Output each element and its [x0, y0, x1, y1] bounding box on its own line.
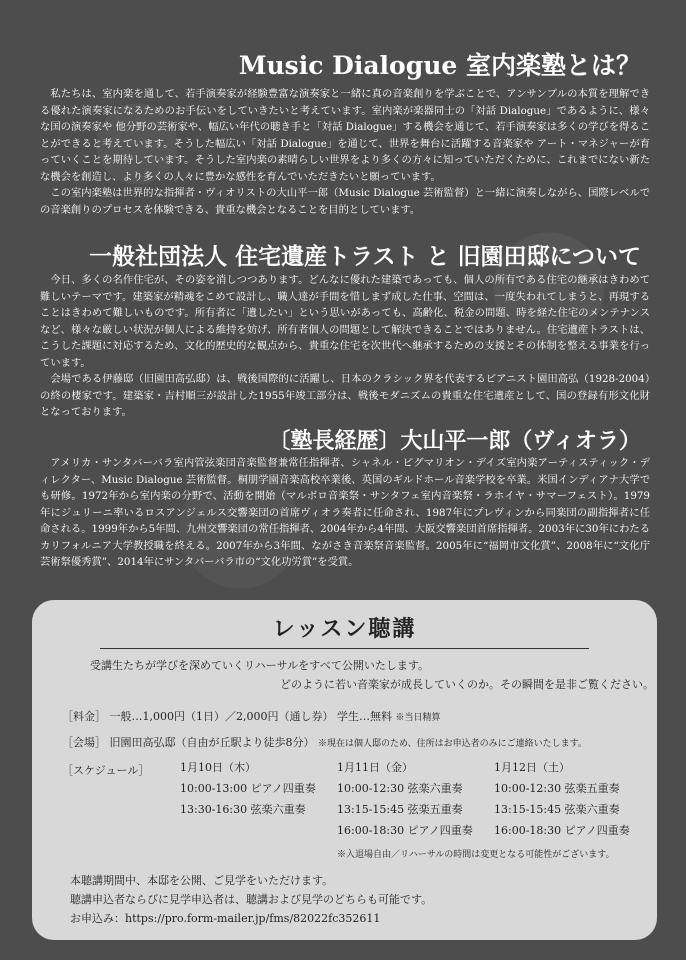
schedule-date: 1月10日（木） — [180, 761, 256, 774]
lesson-title: レッスン聴講 — [272, 616, 417, 642]
schedule-item: 10:00-12:30 弦楽五重奏 — [494, 782, 620, 795]
section-title-biography: 〔塾長経歴〕大山平一郎（ヴィオラ） — [268, 428, 641, 454]
paragraph: この室内楽塾は世界的な指揮者・ヴィオリストの大山平一郎（Music Dialogue 芸術監督）と一緒に演奏しながら、国際レベルでの音楽創りのプロセスを体験できる、貴重な機会となることを目的としています。 — [40, 187, 650, 216]
paragraph: 会場である伊藤邸（旧園田高弘邸）は、戦後国際的に活躍し、日本のクラシック界を代表するピアニスト園田高弘（1928-2004）の終の棲家です。建築家・吉村順三が設計した1955年竣工部分は、戦後モダニズムの貴重な住宅遺産として、国の登録有形文化財となっております。 — [40, 373, 650, 418]
venue-text: 旧園田高弘邸（自由が丘駅より徒歩8分） — [109, 736, 315, 749]
schedule-item: 10:00-13:00 ピアノ四重奏 — [180, 782, 316, 795]
footer-line2: 聴講申込者ならびに見学申込者は、聴講および見学のどちらも可能です。 — [70, 893, 433, 906]
venue-row — [62, 734, 587, 750]
fee-note: ※当日精算 — [395, 713, 441, 723]
schedule-date: 1月12日（土） — [494, 761, 570, 774]
schedule-note: ※入退場自由／リハーサルの時間は変更となる可能性がございます。 — [337, 850, 615, 860]
section-body-biography — [40, 455, 650, 571]
section-title-music-dialogue: Music Dialogue 室内楽塾とは？ — [238, 51, 641, 80]
lesson-intro-line2: どのように若い音楽家が成長していくのか。その瞬間を是非ご覧ください。 — [280, 678, 654, 691]
schedule-item: 13:30-16:30 弦楽六重奏 — [180, 803, 306, 816]
section-body-trust — [40, 272, 650, 421]
venue-label: ［会場］ — [62, 736, 106, 749]
lesson-intro-line1: 受講生たちが学びを深めていくリハーサルをすべて公開いたします。 — [90, 659, 430, 672]
schedule-item: 10:00-12:30 弦楽六重奏 — [337, 782, 463, 795]
lesson-panel — [32, 600, 657, 940]
fee-label: ［料金］ — [62, 710, 106, 723]
fee-row — [62, 708, 441, 724]
section-body-music-dialogue — [40, 86, 650, 218]
schedule-day — [337, 757, 473, 841]
fee-text: 一般…1,000円（1日）／2,000円（通し券） 学生…無料 — [109, 710, 392, 723]
schedule-label: ［スケジュール］ — [62, 764, 150, 777]
paragraph: 私たちは、室内楽を通して、若手演奏家が経験豊富な演奏家と一緒に真の音楽創りを学ぶことで、アンサンブルの本質を理解できる優れた演奏家になるためのお手伝いをしていきたいと考えています。室内楽が楽器同士の「対話 Dialogue」であるように、様々な国の演奏家や 他分野の芸術家や、幅広い年代の聴き手と「対話 Dialogue」する機会を通じて、若手演奏家は多くの学びを得ることができると考えています。そうした幅広い「対話 Dialogue」を通じて、世界を舞台に活躍する音楽家や アート・マネジャーが育っていくことを期待しています。そうした室内楽の素晴らしい世界をより多くの方々に知っていただくために、これまでにない新たな機会を創造し、より多くの人々に豊かな感性を育んでいただきたいと願っています。 — [40, 88, 650, 183]
paragraph: 今日、多くの名作住宅が、その姿を消しつつあります。どんなに優れた建築であっても、個人の所有である住宅の継承はきわめて難しいテーマです。建築家が精魂をこめて設計し、職人達が手間を惜しまず成した仕事、空間は、一度失われてしまうと、再現することはきわめて難しいものです。所有者に「遺したい」という思いがあっても、高齢化、税金の問題、時を経た住宅のメンテナンスなど、様々な厳しい状況が個人による維持を妨げ、所有者個人の問題として解決できることではありません。住宅遺産トラストは、こうした課題に対応するため、文化的歴史的な観点から、貴重な住宅を次世代へ継承するための支援とその体制を整える事業を行っています。 — [40, 274, 650, 369]
venue-note: ※現在は個人邸のため、住所はお申込者のみにご連絡いたします。 — [318, 739, 587, 749]
schedule-date: 1月11日（金） — [337, 761, 413, 774]
paragraph: アメリカ・サンタバーバラ室内管弦楽団音楽監督兼常任指揮者、シャネル・ピグマリオン・デイズ室内楽アーティスティック・ディレクター、Music Dialogue 芸術監督。桐朋学園音楽高校卒業後、英国のギルドホール音楽学校を卒業。米国インディアナ大学でも研修。1972年から室内楽の分野で、活動を開始（マルボロ音楽祭・サンタフェ室内音楽祭・ラホイヤ・サマーフェスト）。1979年にジュリーニ率いるロスアンジェルス交響楽団の首席ヴィオラ奏者に任命され、1987年にプレヴィンから同楽団の副指揮者に任命される。1999年から5年間、九州交響楽団の常任指揮者、2004年から4年間、大阪交響楽団首席指揮者。2003年に30年にわたるカリフォルニア大学教授職を終える。2007年から3年間、ながさき音楽祭音楽監督。2005年に“福岡市文化賞”、2008年に“文化庁芸術祭優秀賞”、2014年にサンタバーバラ市の“文化功労賞”を受賞。 — [40, 457, 650, 568]
title-divider — [100, 648, 589, 649]
schedule-day — [180, 757, 316, 820]
footer-line1: 本聴講期間中、本邸を公開、ご見学をいただけます。 — [70, 874, 334, 887]
application-link[interactable]: お申込み：https://pro.form-mailer.jp/fms/82022fc352611 — [70, 912, 381, 925]
section-title-trust: 一般社団法人 住宅遺産トラスト と 旧園田邸について — [89, 243, 641, 270]
schedule-item: 16:00-18:30 ピアノ四重奏 — [494, 824, 630, 837]
schedule-item: 13:15-15:45 弦楽六重奏 — [494, 803, 620, 816]
schedule-day — [494, 757, 630, 841]
schedule-item: 13:15-15:45 弦楽五重奏 — [337, 803, 463, 816]
schedule-item: 16:00-18:30 ピアノ四重奏 — [337, 824, 473, 837]
